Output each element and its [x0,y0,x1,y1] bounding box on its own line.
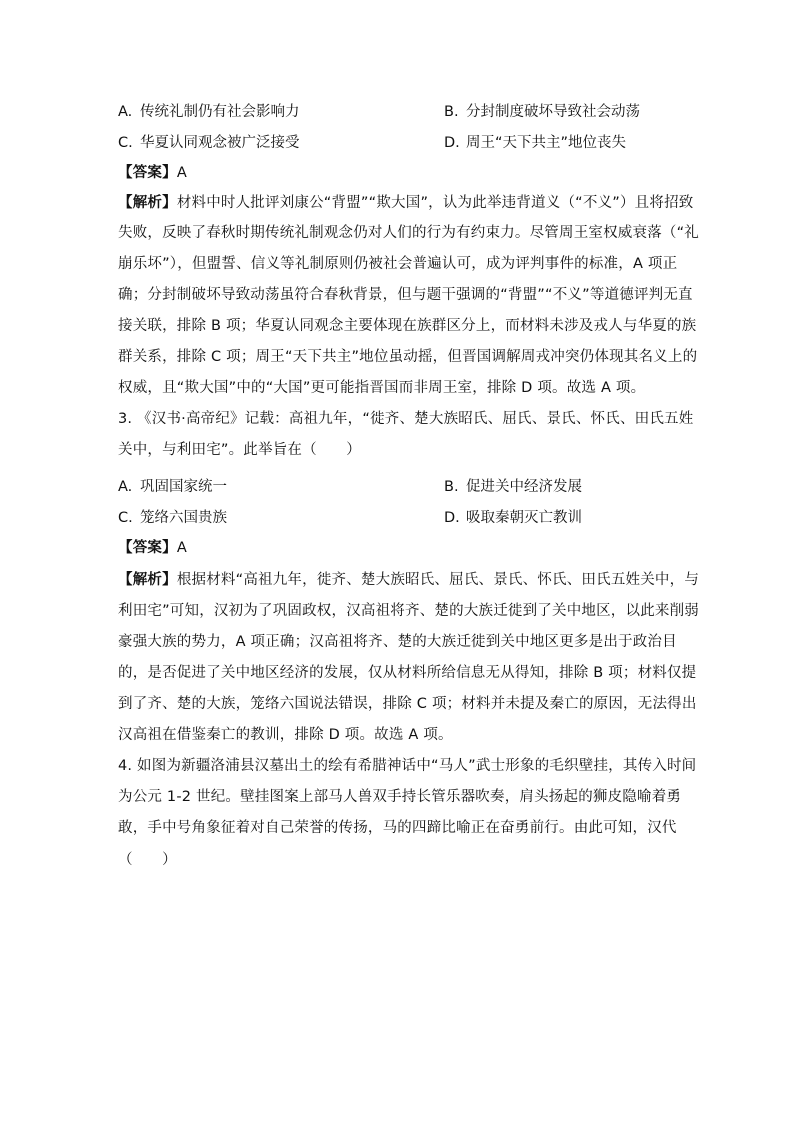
q4-stem-line: （ ） [118,852,177,868]
q3-option-b [444,477,582,497]
option-text: 促进关中经济发展 [466,479,582,495]
answer-tag: 【答案】 [118,165,177,181]
option-letter: A. [118,104,133,120]
q2-option-b [444,102,640,122]
answer-value: A [176,540,187,556]
q2-option-c [118,133,300,153]
option-text: 吸取秦朝灭亡教训 [466,510,582,526]
answer-value: A [176,165,187,181]
q4-stem-line: 4. 如图为新疆洛浦县汉墓出土的绘有希腊神话中“马人”武士形象的毛织壁挂，其传入时间 [118,758,697,774]
q3-option-a [118,477,227,497]
option-text: 华夏认同观念被广泛接受 [140,135,300,151]
option-letter: B. [444,479,459,495]
q2-answer [118,163,678,183]
q4-stem-line: 敢，手中号角象征着对自己荣誉的传扬，马的四蹄比喻正在奋勇前行。由此可知，汉代 [118,820,677,836]
q3-stem-line: 3. 《汉书·高帝纪》记载：高祖九年，“徙齐、楚大族昭氏、屈氏、景氏、怀氏、田氏五姓 [118,411,694,427]
option-text: 笼络六国贵族 [140,510,227,526]
q3-answer [118,538,678,558]
analysis-tag: 【解析】 [118,572,177,588]
q2-analysis-line: 崩乐坏”），但盟誓、信义等礼制原则仍被社会普遍认可，成为评判事件的标准，A 项正 [118,256,678,272]
q3-analysis-line: 利田宅”可知，汉初为了巩固政权，汉高祖将齐、楚的大族迁徙到了关中地区，以此来削弱 [118,603,700,619]
q2-analysis-line: 群关系，排除 C 项；周王“天下共主”地位虽动摇，但晋国调解周戎冲突仍体现其名义上的 [118,349,698,365]
q2-option-d [444,133,626,153]
option-letter: C. [118,510,133,526]
q2-analysis-line: 接关联，排除 B 项；华夏认同观念主要体现在族群区分上，而材料未涉及戎人与华夏的族 [118,318,697,334]
analysis-tag: 【解析】 [118,195,177,211]
answer-tag: 【答案】 [118,540,177,556]
q4-stem-line: 为公元 1-2 世纪。壁挂图案上部马人兽双手持长管乐器吹奏，肩头扬起的狮皮隐喻着勇 [118,789,682,805]
q3-option-d [444,508,582,528]
option-text: 传统礼制仍有社会影响力 [140,104,300,120]
q2-analysis-line: 确；分封制破坏导致动荡虽符合春秋背景，但与题干强调的“背盟”“不义”等道德评判无直 [118,287,693,303]
q3-analysis-line [118,570,700,590]
option-text: 周王“天下共主”地位丧失 [466,135,627,151]
q3-option-c [118,508,227,528]
analysis-text: 材料中时人批评刘康公“背盟”“欺大国”，认为此举违背道义（“不义”）且将招致 [176,195,694,211]
option-text: 巩固国家统一 [140,479,227,495]
option-letter: A. [118,479,133,495]
q2-analysis-line [118,193,694,213]
q3-analysis-line: 豪强大族的势力，A 项正确；汉高祖将齐、楚的大族迁徙到关中地区更多是出于政治目 [118,634,677,650]
q2-analysis-line: 权威，且“欺大国”中的“大国”更可能指晋国而非周王室，排除 D 项。故选 A 项。 [118,380,646,396]
q3-analysis-line: 的，是否促进了关中地区经济的发展，仅从材料所给信息无从得知，排除 B 项；材料仅提 [118,665,697,681]
q3-analysis-line: 到了齐、楚的大族，笼络六国说法错误，排除 C 项；材料并未提及秦亡的原因，无法得出 [118,696,697,712]
option-letter: D. [444,135,460,151]
q2-option-a [118,102,300,122]
option-letter: D. [444,510,460,526]
option-letter: B. [444,104,459,120]
option-letter: C. [118,135,133,151]
analysis-text: 根据材料“高祖九年，徙齐、楚大族昭氏、屈氏、景氏、怀氏、田氏五姓关中，与 [176,572,700,588]
q3-analysis-line: 汉高祖在借鉴秦亡的教训，排除 D 项。故选 A 项。 [118,727,453,743]
q3-stem-line: 关中，与利田宅”。此举旨在（ ） [118,442,361,458]
q2-analysis-line: 失败，反映了春秋时期传统礼制观念仍对人们的行为有约束力。尽管周王室权威衰落（“礼 [118,225,700,241]
option-text: 分封制度破坏导致社会动荡 [466,104,640,120]
